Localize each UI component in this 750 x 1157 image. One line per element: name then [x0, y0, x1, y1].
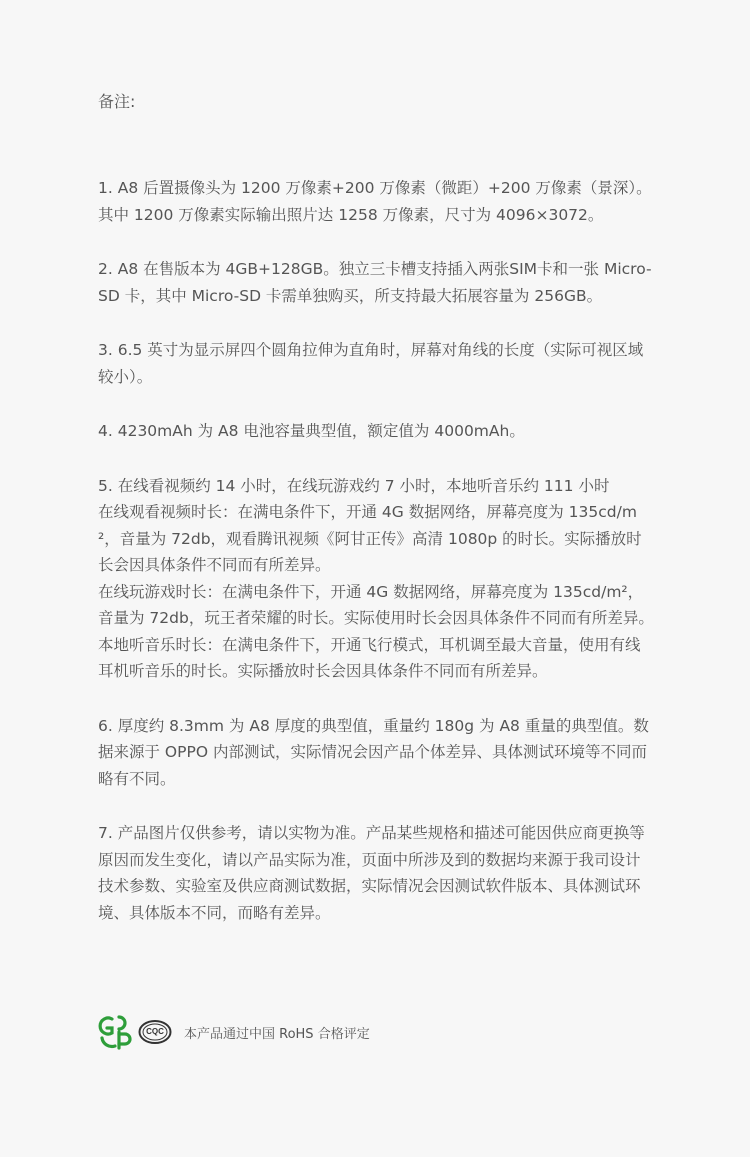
note-line: 2. A8 在售版本为 4GB+128GB。独立三卡槽支持插入两张SIM卡和一张 Micro-SD 卡，其中 Micro-SD 卡需单独购买，所支持最大拓展容量为 256GB。 [98, 260, 652, 305]
note-line: 1. A8 后置摄像头为 1200 万像素+200 万像素（微距）+200 万像素（景深）。其中 1200 万像素实际输出照片达 1258 万像素，尺寸为 4096×3072。 [98, 179, 652, 224]
note-item [98, 337, 654, 390]
note-item [98, 256, 654, 309]
note-item [98, 713, 654, 793]
note-line: 4. 4230mAh 为 A8 电池容量典型值，额定值为 4000mAh。 [98, 422, 525, 440]
note-line: 在线观看视频时长：在满电条件下，开通 4G 数据网络，屏幕亮度为 135cd/m²，音量为 72db，观看腾讯视频《阿甘正传》高清 1080p 的时长。实际播放时长会因具体条件不同而有所差异。 [98, 503, 642, 574]
note-line: 3. 6.5 英寸为显示屏四个圆角拉伸为直角时，屏幕对角线的长度（实际可视区域较小）。 [98, 341, 644, 386]
cqc-logo-icon [138, 1019, 172, 1045]
cqc-logo-text: CQC [146, 1027, 164, 1036]
note-item [98, 418, 654, 445]
note-item [98, 175, 654, 228]
notes-list [98, 175, 654, 954]
green-product-icon [98, 1012, 134, 1052]
note-line: 7. 产品图片仅供参考，请以实物为准。产品某些规格和描述可能因供应商更换等原因而发生变化，请以产品实际为准，页面中所涉及到的数据均来源于我司设计技术参数、实验室及供应商测试数据，实际情况会因测试软件版本、具体测试环境、具体版本不同，而略有差异。 [98, 824, 645, 922]
note-item [98, 473, 654, 685]
rohs-text: 本产品通过中国 RoHS 合格评定 [184, 1026, 370, 1042]
note-line: 本地听音乐时长：在满电条件下，开通飞行模式，耳机调至最大音量，使用有线耳机听音乐的时长。实际播放时长会因具体条件不同而有所差异。 [98, 635, 641, 680]
note-item [98, 820, 654, 926]
note-line: 5. 在线看视频约 14 小时，在线玩游戏约 7 小时，本地听音乐约 111 小时 [98, 476, 610, 495]
rohs-footer [98, 1012, 370, 1052]
note-line: 6. 厚度约 8.3mm 为 A8 厚度的典型值，重量约 180g 为 A8 重量的典型值。数据来源于 OPPO 内部测试，实际情况会因产品个体差异、具体测试环境等不同而略有不同。 [98, 716, 649, 788]
notes-heading: 备注: [98, 92, 136, 111]
note-line: 在线玩游戏时长：在满电条件下，开通 4G 数据网络，屏幕亮度为 135cd/m²，音量为 72db，玩王者荣耀的时长。实际使用时长会因具体条件不同而有所差异。 [98, 582, 654, 627]
